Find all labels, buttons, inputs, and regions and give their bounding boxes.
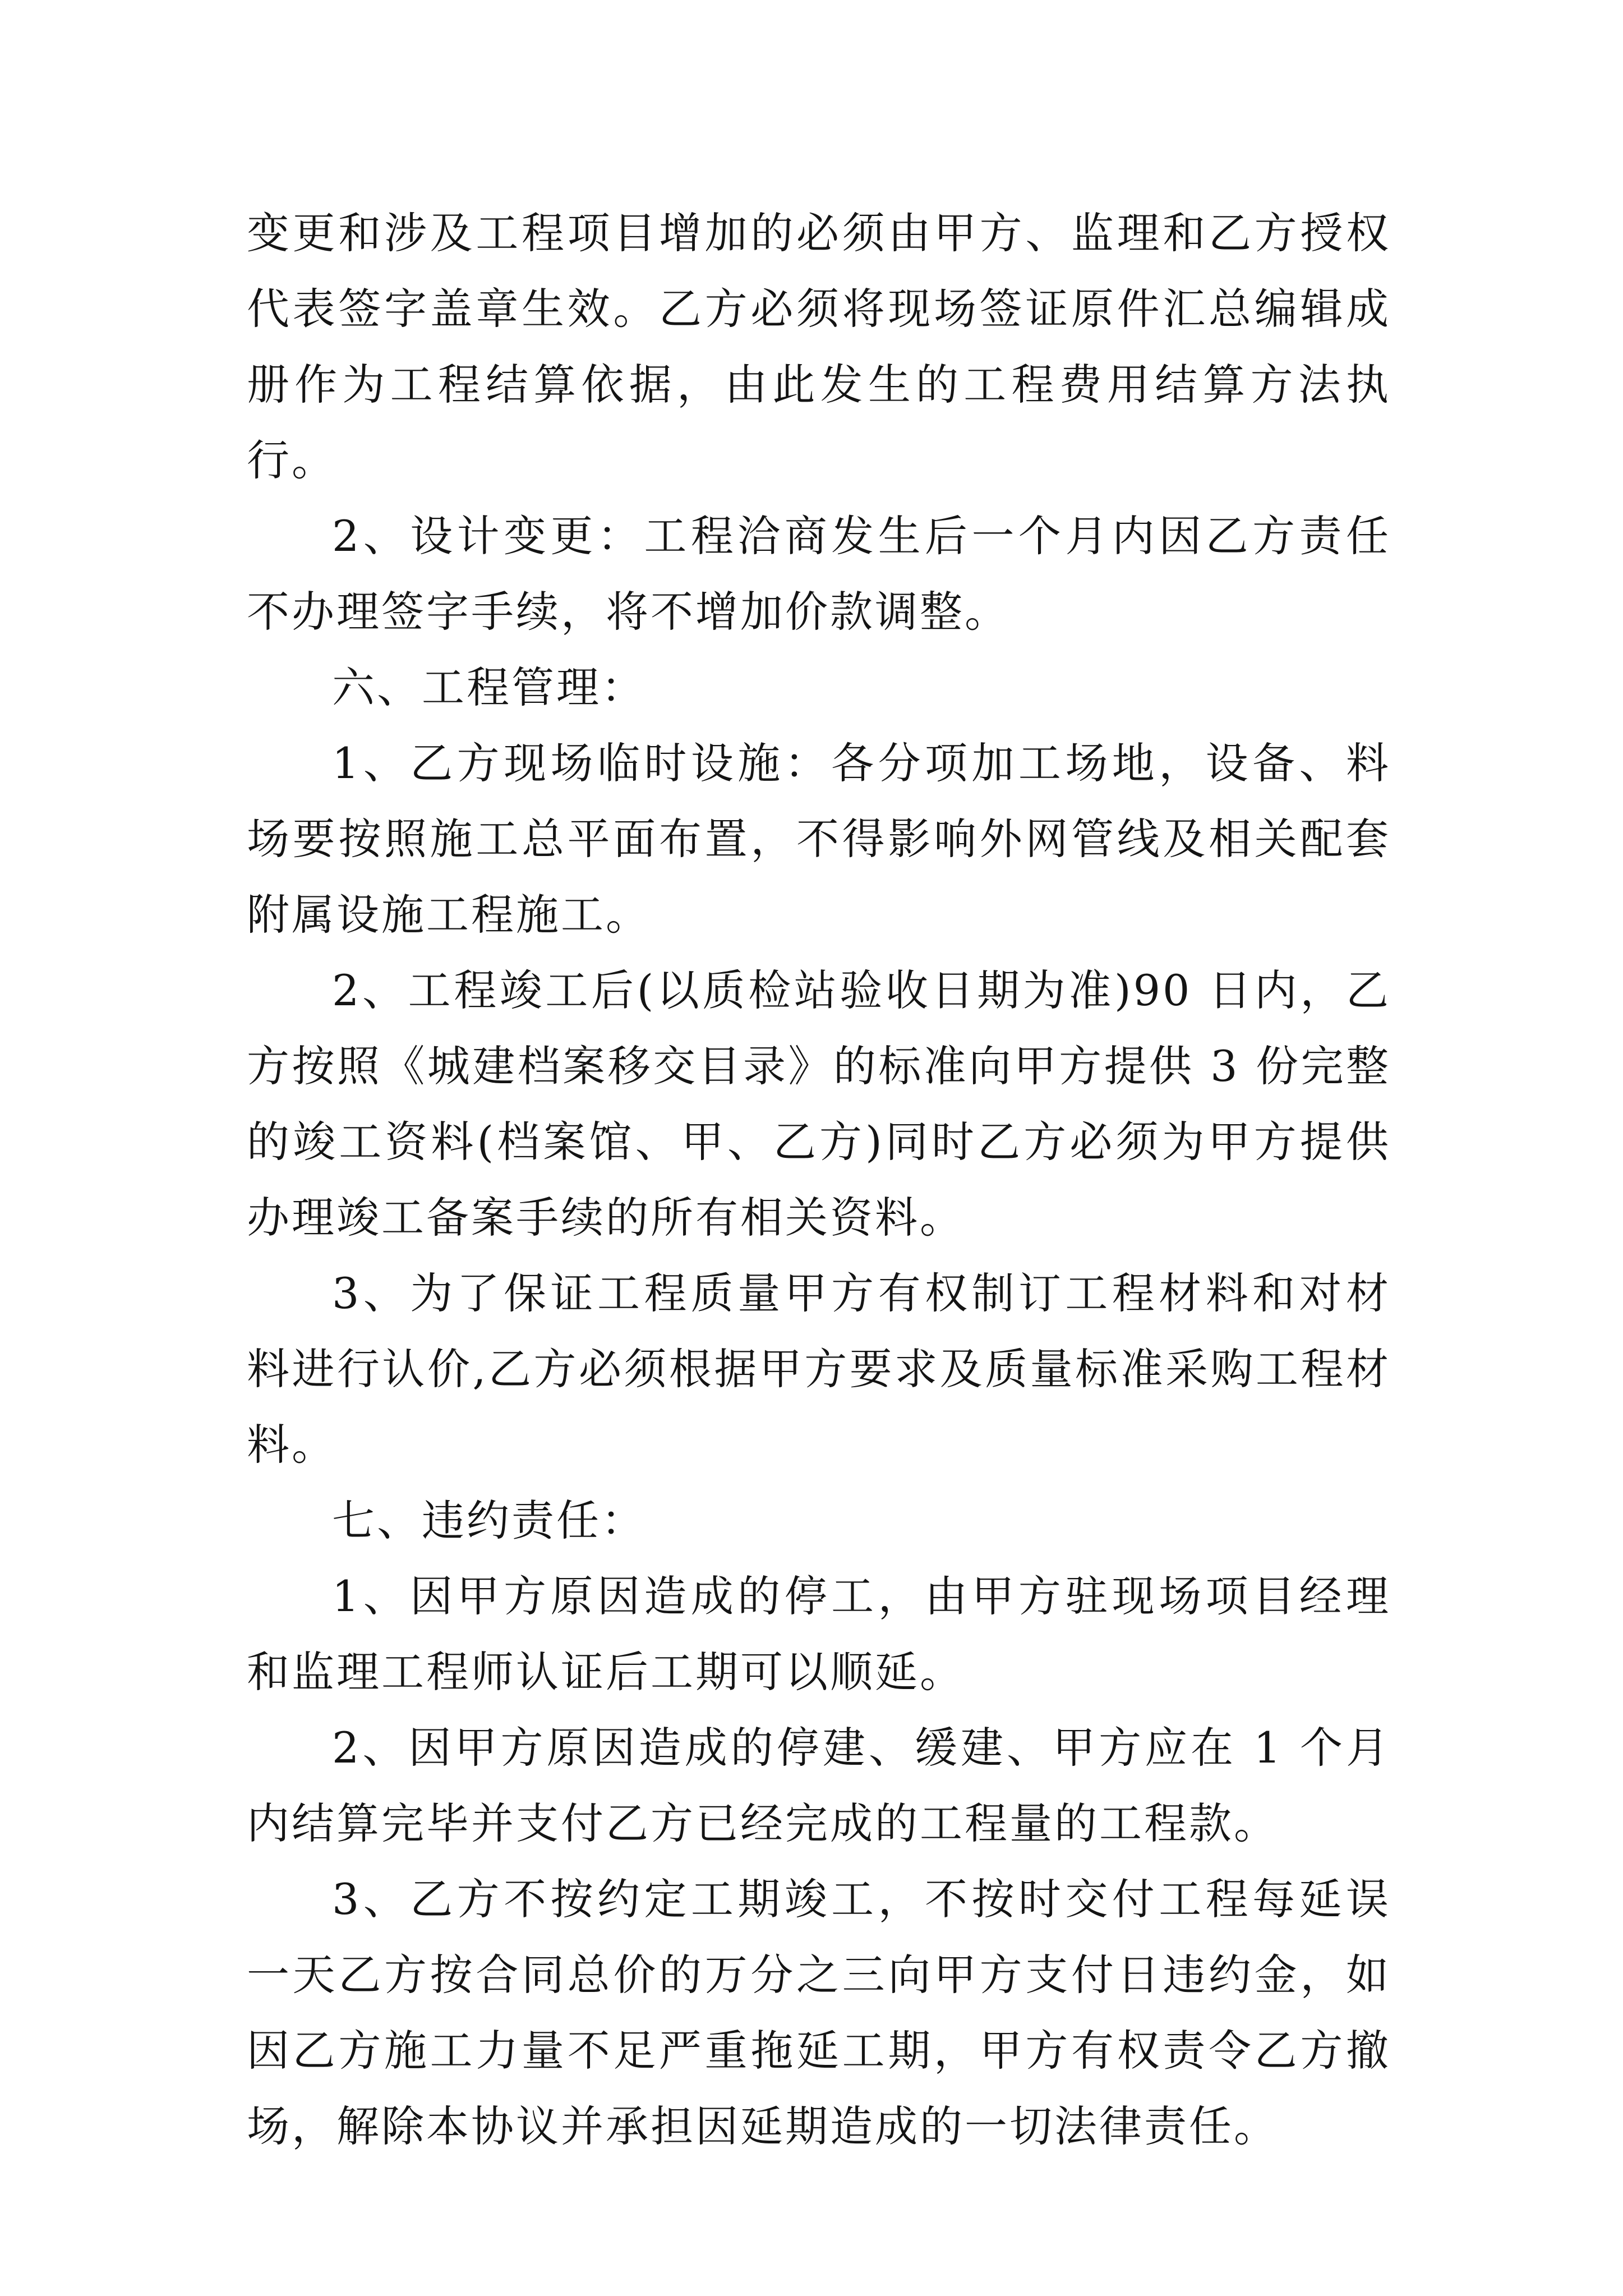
- paragraph-design-change: 2、设计变更：工程洽商发生后一个月内因乙方责任不办理签字手续，将不增加价款调整。: [247, 511, 1391, 637]
- section-heading-project-management: 六、工程管理：: [332, 662, 646, 712]
- paragraph-delay-penalty: 3、乙方不按约定工期竣工，不按时交付工程每延误一天乙方按合同总价的万分之三向甲方支付日违约金，如因乙方施工力量不足严重拖延工期，甲方有权责令乙方撤场，解除本协议并承担因延期造成的一切法律责任。: [247, 1874, 1391, 2151]
- paragraph-work-stoppage: 1、因甲方原因造成的停工，由甲方驻现场项目经理和监理工程师认证后工期可以顺延。: [247, 1571, 1391, 1697]
- paragraph-suspension-settlement: 2、因甲方原因造成的停建、缓建、甲方应在 1 个月内结算完毕并支付乙方已经完成的工程量的工程款。: [247, 1723, 1391, 1848]
- section-heading-liability: 七、违约责任：: [332, 1496, 646, 1545]
- paragraph-completion-documents: 2、工程竣工后(以质检站验收日期为准)90 日内，乙方按照《城建档案移交目录》的标准向甲方提供 3 份完整的竣工资料(档案馆、甲、乙方)同时乙方必须为甲方提供办理竣工备案手续的所有相关资料。: [247, 965, 1391, 1243]
- paragraph-continued: 变更和涉及工程项目增加的必须由甲方、监理和乙方授权代表签字盖章生效。乙方必须将现场签证原件汇总编辑成册作为工程结算依据，由此发生的工程费用结算方法执行。: [247, 208, 1391, 485]
- paragraph-temporary-facilities: 1、乙方现场临时设施：各分项加工场地，设备、料场要按照施工总平面布置，不得影响外网管线及相关配套附属设施工程施工。: [247, 738, 1391, 940]
- paragraph-material-pricing: 3、为了保证工程质量甲方有权制订工程材料和对材料进行认价,乙方必须根据甲方要求及质量标准采购工程材料。: [247, 1268, 1391, 1470]
- document-body: [247, 195, 1391, 2164]
